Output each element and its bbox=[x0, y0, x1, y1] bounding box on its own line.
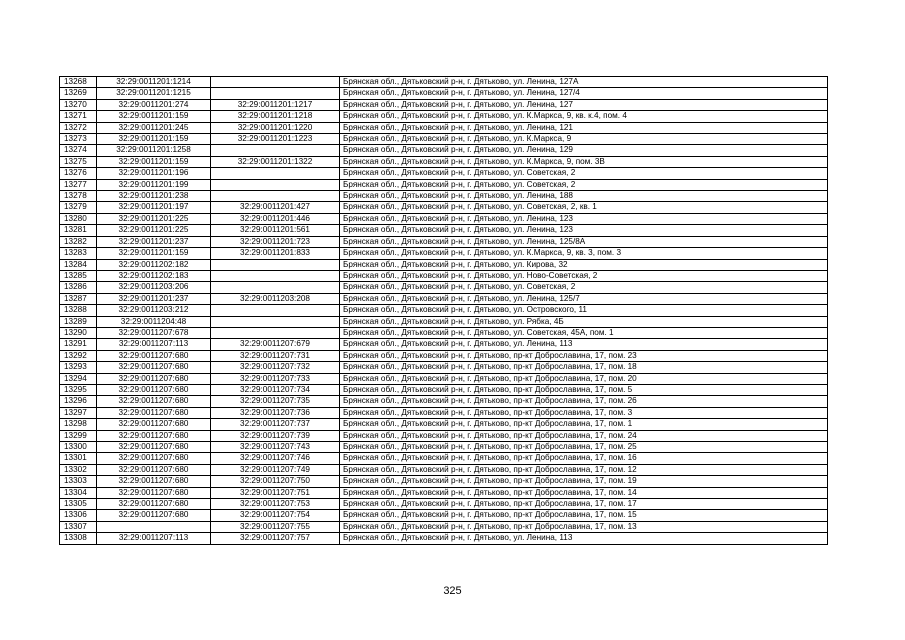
table-row bbox=[60, 213, 828, 224]
address-cell: Брянская обл., Дятьковский р-н, г. Дятьково, ул. К.Маркса, 9, кв. 3, пом. 3 bbox=[340, 248, 828, 259]
related-cadastral-number-cell: 32:29:0011207:750 bbox=[211, 476, 340, 487]
cadastral-number-cell: 32:29:0011207:680 bbox=[97, 362, 211, 373]
related-cadastral-number-cell: 32:29:0011207:736 bbox=[211, 407, 340, 418]
cadastral-number-cell: 32:29:0011201:238 bbox=[97, 191, 211, 202]
cadastral-number-cell: 32:29:0011207:678 bbox=[97, 327, 211, 338]
cadastral-number-cell: 32:29:0011201:1215 bbox=[97, 88, 211, 99]
cadastral-number-cell: 32:29:0011207:680 bbox=[97, 442, 211, 453]
cadastral-number-cell: 32:29:0011201:159 bbox=[97, 134, 211, 145]
table-row bbox=[60, 510, 828, 521]
row-number-cell: 13291 bbox=[60, 339, 97, 350]
table-row bbox=[60, 168, 828, 179]
related-cadastral-number-cell: 32:29:0011201:561 bbox=[211, 225, 340, 236]
table-row bbox=[60, 248, 828, 259]
related-cadastral-number-cell bbox=[211, 88, 340, 99]
page-number: 325 bbox=[443, 585, 462, 597]
row-number-cell: 13292 bbox=[60, 350, 97, 361]
table-row bbox=[60, 225, 828, 236]
row-number-cell: 13290 bbox=[60, 327, 97, 338]
cadastral-number-cell: 32:29:0011207:680 bbox=[97, 510, 211, 521]
table-row bbox=[60, 236, 828, 247]
related-cadastral-number-cell: 32:29:0011207:749 bbox=[211, 464, 340, 475]
address-cell: Брянская обл., Дятьковский р-н, г. Дятьково, ул. Ленина, 127/4 bbox=[340, 88, 828, 99]
row-number-cell: 13284 bbox=[60, 259, 97, 270]
cadastral-number-cell: 32:29:0011204:48 bbox=[97, 316, 211, 327]
address-cell: Брянская обл., Дятьковский р-н, г. Дятьково, ул. Советская, 45А, пом. 1 bbox=[340, 327, 828, 338]
table-row bbox=[60, 293, 828, 304]
related-cadastral-number-cell: 32:29:0011201:1217 bbox=[211, 99, 340, 110]
related-cadastral-number-cell: 32:29:0011201:446 bbox=[211, 213, 340, 224]
table-row bbox=[60, 533, 828, 544]
row-number-cell: 13302 bbox=[60, 464, 97, 475]
related-cadastral-number-cell: 32:29:0011207:753 bbox=[211, 499, 340, 510]
row-number-cell: 13293 bbox=[60, 362, 97, 373]
cadastral-number-cell: 32:29:0011207:680 bbox=[97, 373, 211, 384]
address-cell: Брянская обл., Дятьковский р-н, г. Дятьково, ул. Советская, 2, кв. 1 bbox=[340, 202, 828, 213]
cadastral-number-cell: 32:29:0011207:680 bbox=[97, 499, 211, 510]
row-number-cell: 13270 bbox=[60, 99, 97, 110]
table-row bbox=[60, 202, 828, 213]
table-row bbox=[60, 407, 828, 418]
table-row bbox=[60, 384, 828, 395]
cadastral-number-cell: 32:29:0011201:196 bbox=[97, 168, 211, 179]
table-row bbox=[60, 476, 828, 487]
address-cell: Брянская обл., Дятьковский р-н, г. Дятьково, ул. К.Маркса, 9, пом. 3В bbox=[340, 156, 828, 167]
related-cadastral-number-cell bbox=[211, 77, 340, 88]
row-number-cell: 13289 bbox=[60, 316, 97, 327]
table-row bbox=[60, 430, 828, 441]
row-number-cell: 13300 bbox=[60, 442, 97, 453]
cadastral-number-cell: 32:29:0011201:237 bbox=[97, 236, 211, 247]
related-cadastral-number-cell: 32:29:0011207:735 bbox=[211, 396, 340, 407]
cadastral-number-cell: 32:29:0011207:680 bbox=[97, 464, 211, 475]
address-cell: Брянская обл., Дятьковский р-н, г. Дятьково, ул. Советская, 2 bbox=[340, 179, 828, 190]
address-cell: Брянская обл., Дятьковский р-н, г. Дятьково, пр-кт Доброславина, 17, пом. 25 bbox=[340, 442, 828, 453]
cadastral-number-cell: 32:29:0011203:206 bbox=[97, 282, 211, 293]
cadastral-number-cell: 32:29:0011207:680 bbox=[97, 350, 211, 361]
related-cadastral-number-cell: 32:29:0011201:427 bbox=[211, 202, 340, 213]
address-cell: Брянская обл., Дятьковский р-н, г. Дятьково, пр-кт Доброславина, 17, пом. 18 bbox=[340, 362, 828, 373]
address-cell: Брянская обл., Дятьковский р-н, г. Дятьково, пр-кт Доброславина, 17, пом. 12 bbox=[340, 464, 828, 475]
table-row bbox=[60, 282, 828, 293]
table-row bbox=[60, 362, 828, 373]
table-row bbox=[60, 270, 828, 281]
related-cadastral-number-cell bbox=[211, 191, 340, 202]
related-cadastral-number-cell bbox=[211, 179, 340, 190]
related-cadastral-number-cell: 32:29:0011207:737 bbox=[211, 419, 340, 430]
address-cell: Брянская обл., Дятьковский р-н, г. Дятьково, пр-кт Доброславина, 17, пом. 1 bbox=[340, 419, 828, 430]
address-cell: Брянская обл., Дятьковский р-н, г. Дятьково, пр-кт Доброславина, 17, пом. 20 bbox=[340, 373, 828, 384]
table-row bbox=[60, 316, 828, 327]
related-cadastral-number-cell: 32:29:0011201:1223 bbox=[211, 134, 340, 145]
table-row bbox=[60, 259, 828, 270]
row-number-cell: 13271 bbox=[60, 111, 97, 122]
cadastral-number-cell: 32:29:0011201:274 bbox=[97, 99, 211, 110]
row-number-cell: 13282 bbox=[60, 236, 97, 247]
address-cell: Брянская обл., Дятьковский р-н, г. Дятьково, пр-кт Доброславина, 17, пом. 14 bbox=[340, 487, 828, 498]
registry-table bbox=[59, 76, 828, 545]
table-row bbox=[60, 134, 828, 145]
address-cell: Брянская обл., Дятьковский р-н, г. Дятьково, ул. Ленина, 121 bbox=[340, 122, 828, 133]
cadastral-number-cell: 32:29:0011207:680 bbox=[97, 384, 211, 395]
row-number-cell: 13275 bbox=[60, 156, 97, 167]
address-cell: Брянская обл., Дятьковский р-н, г. Дятьково, ул. Кирова, 32 bbox=[340, 259, 828, 270]
table-row bbox=[60, 111, 828, 122]
row-number-cell: 13298 bbox=[60, 419, 97, 430]
cadastral-number-cell: 32:29:0011201:245 bbox=[97, 122, 211, 133]
row-number-cell: 13308 bbox=[60, 533, 97, 544]
row-number-cell: 13294 bbox=[60, 373, 97, 384]
related-cadastral-number-cell: 32:29:0011207:733 bbox=[211, 373, 340, 384]
address-cell: Брянская обл., Дятьковский р-н, г. Дятьково, пр-кт Доброславина, 17, пом. 23 bbox=[340, 350, 828, 361]
related-cadastral-number-cell bbox=[211, 327, 340, 338]
row-number-cell: 13306 bbox=[60, 510, 97, 521]
related-cadastral-number-cell: 32:29:0011201:1218 bbox=[211, 111, 340, 122]
row-number-cell: 13305 bbox=[60, 499, 97, 510]
row-number-cell: 13303 bbox=[60, 476, 97, 487]
address-cell: Брянская обл., Дятьковский р-н, г. Дятьково, пр-кт Доброславина, 17, пом. 13 bbox=[340, 521, 828, 532]
row-number-cell: 13295 bbox=[60, 384, 97, 395]
address-cell: Брянская обл., Дятьковский р-н, г. Дятьково, ул. К.Маркса, 9 bbox=[340, 134, 828, 145]
table-row bbox=[60, 373, 828, 384]
address-cell: Брянская обл., Дятьковский р-н, г. Дятьково, пр-кт Доброславина, 17, пом. 24 bbox=[340, 430, 828, 441]
address-cell: Брянская обл., Дятьковский р-н, г. Дятьково, ул. К.Маркса, 9, кв. к.4, пом. 4 bbox=[340, 111, 828, 122]
row-number-cell: 13280 bbox=[60, 213, 97, 224]
cadastral-number-cell: 32:29:0011201:159 bbox=[97, 111, 211, 122]
row-number-cell: 13281 bbox=[60, 225, 97, 236]
related-cadastral-number-cell: 32:29:0011207:679 bbox=[211, 339, 340, 350]
related-cadastral-number-cell: 32:29:0011201:833 bbox=[211, 248, 340, 259]
related-cadastral-number-cell: 32:29:0011207:732 bbox=[211, 362, 340, 373]
cadastral-number-cell: 32:29:0011201:225 bbox=[97, 213, 211, 224]
cadastral-number-cell: 32:29:0011201:1214 bbox=[97, 77, 211, 88]
row-number-cell: 13299 bbox=[60, 430, 97, 441]
row-number-cell: 13269 bbox=[60, 88, 97, 99]
table-row bbox=[60, 88, 828, 99]
table-row bbox=[60, 99, 828, 110]
cadastral-number-cell: 32:29:0011203:212 bbox=[97, 305, 211, 316]
table-row bbox=[60, 339, 828, 350]
related-cadastral-number-cell: 32:29:0011201:723 bbox=[211, 236, 340, 247]
cadastral-number-cell: 32:29:0011207:680 bbox=[97, 487, 211, 498]
table-row bbox=[60, 305, 828, 316]
related-cadastral-number-cell bbox=[211, 168, 340, 179]
table-row bbox=[60, 442, 828, 453]
related-cadastral-number-cell bbox=[211, 145, 340, 156]
related-cadastral-number-cell: 32:29:0011203:208 bbox=[211, 293, 340, 304]
row-number-cell: 13278 bbox=[60, 191, 97, 202]
address-cell: Брянская обл., Дятьковский р-н, г. Дятьково, ул. Советская, 2 bbox=[340, 282, 828, 293]
address-cell: Брянская обл., Дятьковский р-н, г. Дятьково, ул. Рябка, 4Б bbox=[340, 316, 828, 327]
row-number-cell: 13277 bbox=[60, 179, 97, 190]
cadastral-number-cell bbox=[97, 521, 211, 532]
row-number-cell: 13274 bbox=[60, 145, 97, 156]
row-number-cell: 13304 bbox=[60, 487, 97, 498]
related-cadastral-number-cell: 32:29:0011201:1220 bbox=[211, 122, 340, 133]
address-cell: Брянская обл., Дятьковский р-н, г. Дятьково, пр-кт Доброславина, 17, пом. 3 bbox=[340, 407, 828, 418]
related-cadastral-number-cell: 32:29:0011207:739 bbox=[211, 430, 340, 441]
row-number-cell: 13285 bbox=[60, 270, 97, 281]
registry-table-body bbox=[60, 77, 828, 545]
cadastral-number-cell: 32:29:0011201:159 bbox=[97, 156, 211, 167]
cadastral-number-cell: 32:29:0011201:225 bbox=[97, 225, 211, 236]
cadastral-number-cell: 32:29:0011207:113 bbox=[97, 339, 211, 350]
cadastral-number-cell: 32:29:0011207:113 bbox=[97, 533, 211, 544]
cadastral-number-cell: 32:29:0011202:182 bbox=[97, 259, 211, 270]
row-number-cell: 13272 bbox=[60, 122, 97, 133]
address-cell: Брянская обл., Дятьковский р-н, г. Дятьково, ул. Островского, 11 bbox=[340, 305, 828, 316]
table-row bbox=[60, 156, 828, 167]
cadastral-number-cell: 32:29:0011201:237 bbox=[97, 293, 211, 304]
address-cell: Брянская обл., Дятьковский р-н, г. Дятьково, пр-кт Доброславина, 17, пом. 19 bbox=[340, 476, 828, 487]
address-cell: Брянская обл., Дятьковский р-н, г. Дятьково, ул. Ленина, 125/7 bbox=[340, 293, 828, 304]
address-cell: Брянская обл., Дятьковский р-н, г. Дятьково, пр-кт Доброславина, 17, пом. 15 bbox=[340, 510, 828, 521]
table-row bbox=[60, 77, 828, 88]
table-row bbox=[60, 350, 828, 361]
table-row bbox=[60, 179, 828, 190]
address-cell: Брянская обл., Дятьковский р-н, г. Дятьково, ул. Ленина, 127А bbox=[340, 77, 828, 88]
table-row bbox=[60, 145, 828, 156]
related-cadastral-number-cell bbox=[211, 270, 340, 281]
table-row bbox=[60, 499, 828, 510]
address-cell: Брянская обл., Дятьковский р-н, г. Дятьково, ул. Ленина, 123 bbox=[340, 213, 828, 224]
table-row bbox=[60, 521, 828, 532]
row-number-cell: 13283 bbox=[60, 248, 97, 259]
related-cadastral-number-cell: 32:29:0011207:734 bbox=[211, 384, 340, 395]
row-number-cell: 13286 bbox=[60, 282, 97, 293]
cadastral-number-cell: 32:29:0011201:199 bbox=[97, 179, 211, 190]
cadastral-number-cell: 32:29:0011207:680 bbox=[97, 407, 211, 418]
related-cadastral-number-cell bbox=[211, 282, 340, 293]
cadastral-number-cell: 32:29:0011201:197 bbox=[97, 202, 211, 213]
related-cadastral-number-cell: 32:29:0011201:1322 bbox=[211, 156, 340, 167]
related-cadastral-number-cell: 32:29:0011207:746 bbox=[211, 453, 340, 464]
row-number-cell: 13287 bbox=[60, 293, 97, 304]
cadastral-number-cell: 32:29:0011207:680 bbox=[97, 430, 211, 441]
address-cell: Брянская обл., Дятьковский р-н, г. Дятьково, ул. Ленина, 188 bbox=[340, 191, 828, 202]
related-cadastral-number-cell: 32:29:0011207:754 bbox=[211, 510, 340, 521]
address-cell: Брянская обл., Дятьковский р-н, г. Дятьково, ул. Советская, 2 bbox=[340, 168, 828, 179]
table-row bbox=[60, 122, 828, 133]
row-number-cell: 13288 bbox=[60, 305, 97, 316]
address-cell: Брянская обл., Дятьковский р-н, г. Дятьково, ул. Ленина, 127 bbox=[340, 99, 828, 110]
related-cadastral-number-cell bbox=[211, 305, 340, 316]
cadastral-number-cell: 32:29:0011202:183 bbox=[97, 270, 211, 281]
row-number-cell: 13279 bbox=[60, 202, 97, 213]
address-cell: Брянская обл., Дятьковский р-н, г. Дятьково, ул. Ленина, 125/8А bbox=[340, 236, 828, 247]
related-cadastral-number-cell bbox=[211, 259, 340, 270]
row-number-cell: 13297 bbox=[60, 407, 97, 418]
row-number-cell: 13307 bbox=[60, 521, 97, 532]
row-number-cell: 13276 bbox=[60, 168, 97, 179]
related-cadastral-number-cell: 32:29:0011207:731 bbox=[211, 350, 340, 361]
related-cadastral-number-cell: 32:29:0011207:755 bbox=[211, 521, 340, 532]
address-cell: Брянская обл., Дятьковский р-н, г. Дятьково, пр-кт Доброславина, 17, пом. 16 bbox=[340, 453, 828, 464]
address-cell: Брянская обл., Дятьковский р-н, г. Дятьково, ул. Ленина, 123 bbox=[340, 225, 828, 236]
cadastral-number-cell: 32:29:0011207:680 bbox=[97, 453, 211, 464]
address-cell: Брянская обл., Дятьковский р-н, г. Дятьково, пр-кт Доброславина, 17, пом. 26 bbox=[340, 396, 828, 407]
related-cadastral-number-cell: 32:29:0011207:751 bbox=[211, 487, 340, 498]
table-row bbox=[60, 419, 828, 430]
related-cadastral-number-cell bbox=[211, 316, 340, 327]
row-number-cell: 13268 bbox=[60, 77, 97, 88]
cadastral-number-cell: 32:29:0011201:159 bbox=[97, 248, 211, 259]
address-cell: Брянская обл., Дятьковский р-н, г. Дятьково, пр-кт Доброславина, 17, пом. 5 bbox=[340, 384, 828, 395]
related-cadastral-number-cell: 32:29:0011207:743 bbox=[211, 442, 340, 453]
address-cell: Брянская обл., Дятьковский р-н, г. Дятьково, пр-кт Доброславина, 17, пом. 17 bbox=[340, 499, 828, 510]
address-cell: Брянская обл., Дятьковский р-н, г. Дятьково, ул. Ново-Советская, 2 bbox=[340, 270, 828, 281]
cadastral-number-cell: 32:29:0011207:680 bbox=[97, 476, 211, 487]
cadastral-number-cell: 32:29:0011201:1258 bbox=[97, 145, 211, 156]
cadastral-number-cell: 32:29:0011207:680 bbox=[97, 419, 211, 430]
table-row bbox=[60, 453, 828, 464]
table-row bbox=[60, 487, 828, 498]
address-cell: Брянская обл., Дятьковский р-н, г. Дятьково, ул. Ленина, 129 bbox=[340, 145, 828, 156]
table-row bbox=[60, 464, 828, 475]
cadastral-number-cell: 32:29:0011207:680 bbox=[97, 396, 211, 407]
table-row bbox=[60, 396, 828, 407]
related-cadastral-number-cell: 32:29:0011207:757 bbox=[211, 533, 340, 544]
row-number-cell: 13301 bbox=[60, 453, 97, 464]
table-row bbox=[60, 327, 828, 338]
address-cell: Брянская обл., Дятьковский р-н, г. Дятьково, ул. Ленина, 113 bbox=[340, 533, 828, 544]
row-number-cell: 13296 bbox=[60, 396, 97, 407]
address-cell: Брянская обл., Дятьковский р-н, г. Дятьково, ул. Ленина, 113 bbox=[340, 339, 828, 350]
table-row bbox=[60, 191, 828, 202]
row-number-cell: 13273 bbox=[60, 134, 97, 145]
